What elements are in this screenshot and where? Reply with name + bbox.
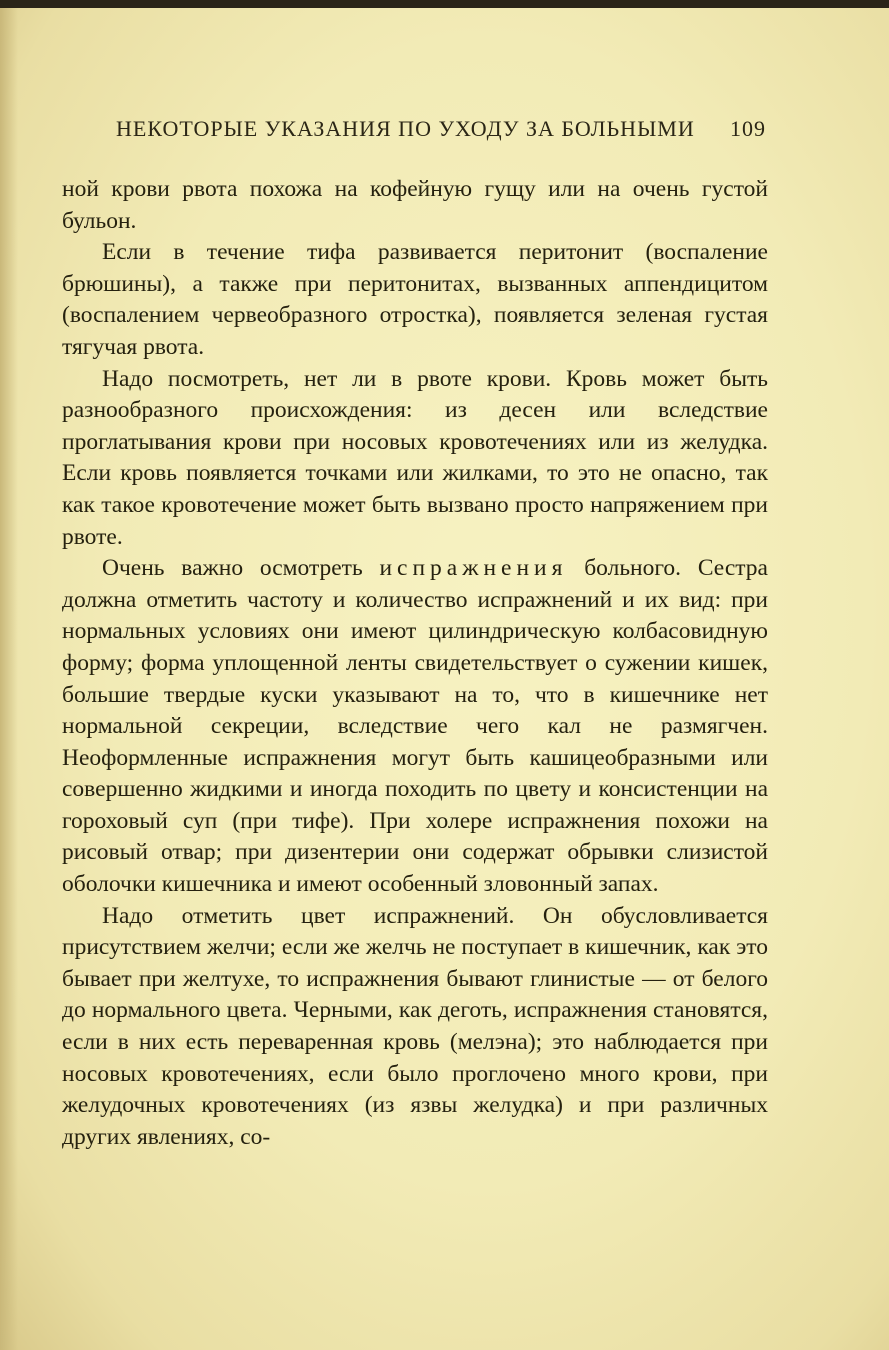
body-text bbox=[62, 174, 768, 1153]
book-page bbox=[0, 8, 889, 1350]
paragraph-3: Надо посмотреть, нет ли в рвоте крови. Кровь может быть разнообразного происхождения: из десен или вследствие проглатывания крови при носовых кровотечениях или из желудка. Если кровь появляется точками или жилками, то это не опасно, так как такое кровотечение может быть вызвано просто напряжением при рвоте. bbox=[62, 365, 768, 550]
page-number: 109 bbox=[730, 116, 766, 141]
emphasized-word: испражнения bbox=[379, 555, 568, 582]
paragraph-1: ной крови рвота похожа на кофейную гущу или на очень густой бульон. bbox=[62, 176, 768, 234]
running-head bbox=[100, 116, 780, 150]
paragraph-4 bbox=[62, 553, 768, 901]
page-edge-shadow bbox=[0, 8, 18, 1350]
paragraph-4-start: Очень важно осмотреть bbox=[102, 555, 380, 582]
running-head-title: НЕКОТОРЫЕ УКАЗАНИЯ ПО УХОДУ ЗА БОЛЬНЫМИ bbox=[116, 116, 695, 141]
paragraph-4-rest: больного. Сестра должна отметить частоту и количество испражнений и их вид: при нормальных условиях они имеют цилиндрическую колбасовидную форму; форма уплощенной ленты свидетельствует о сужении кишек, большие твердые куски указывают на то, что в кишечнике нет нормальной секреции, вследствие чего кал не размягчен. Неоформленные испражнения могут быть кашицеобразными или совершенно жидкими и иногда походить по цвету и консистенции на гороховый суп (при тифе). При холере испражнения похожи на рисовый отвар; при дизентерии они содержат обрывки слизистой оболочки кишечника и имеют особенный зловонный запах. bbox=[62, 555, 768, 898]
paragraph-5: Надо отметить цвет испражнений. Он обусловливается присутствием желчи; если же желчь не поступает в кишечник, как это бывает при желтухе, то испражнения бывают глинистые — от белого до нормального цвета. Черными, как деготь, испражнения становятся, если в них есть переваренная кровь (мелэна); это наблюдается при носовых кровотечениях, если было проглочено много крови, при желудочных кровотечениях (из язвы желудка) и при различных других явлениях, со- bbox=[62, 902, 768, 1150]
paragraph-2: Если в течение тифа развивается перитонит (воспаление брюшины), а также при перитонитах, вызванных аппендицитом (воспалением червеобразного отростка), появляется зеленая густая тягучая рвота. bbox=[62, 239, 768, 360]
